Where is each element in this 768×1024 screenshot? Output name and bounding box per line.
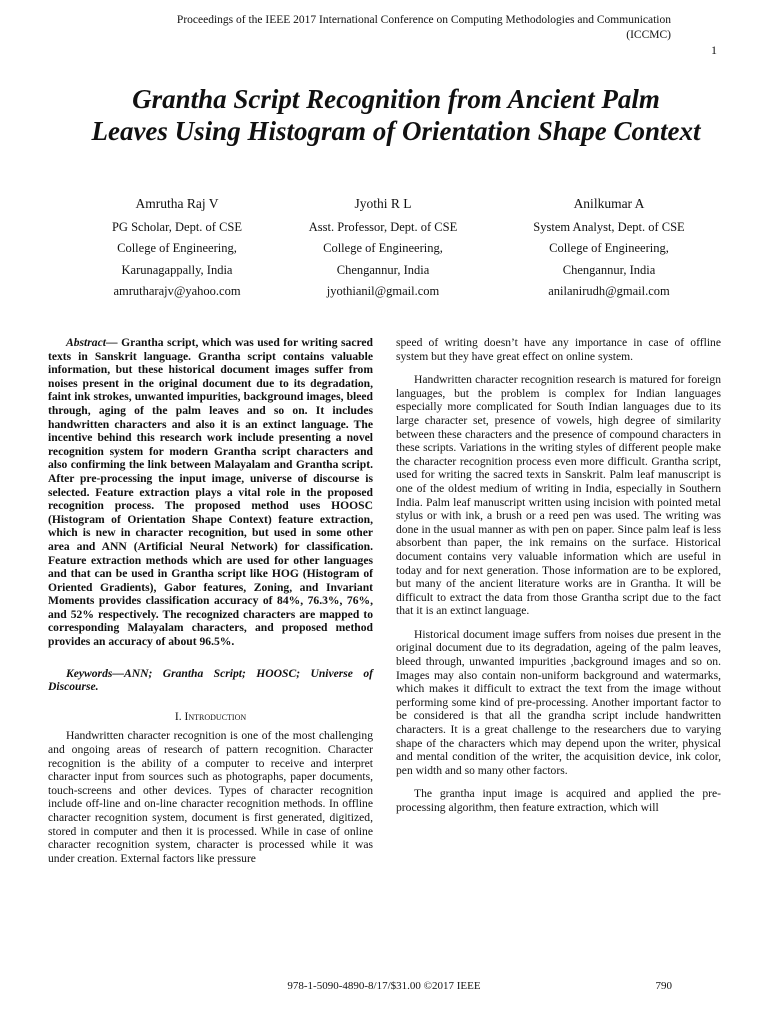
body-paragraph: Handwritten character recognition research is matured for foreign languages, but the problem is complex for Indian languages especially more complicated for South Indian languages due to its large character set, presence of vowels, high degree of similarity between these characters and the presence of compound characters in these scripts. Variations in the writing styles of different people make the character recognition process even more difficult. Grantha script, used for writing the sacred texts in Sanskrit. Palm leaf manuscript is one of the oldest medium of writing in India, especially in Southern India. Palm leaf manuscript written using incision with pointed metal stylus or with ink, a brush or a reed pen was used. The writing was done in the usual manner as with pen on paper. Since palm leaf is less absorbent than paper, the ink remains on the surface. Historical document contains very valuable information which are useful in today and for next generation. Those information are to be explored, but many of the ancient literature works are in Grantha. It will be difficult to extract the data from those Grantha script due to the fact that it is an extinct language.: [396, 373, 721, 618]
author-location: Karunagappally, India: [121, 262, 233, 277]
author-email[interactable]: anilanirudh@gmail.com: [548, 284, 670, 298]
abstract: [48, 336, 373, 649]
abstract-label: Abstract—: [66, 336, 118, 349]
author-email[interactable]: amrutharajv@yahoo.com: [113, 284, 241, 298]
author-name: Amrutha Raj V: [135, 196, 219, 211]
running-header-acronym: (ICCMC): [626, 29, 671, 41]
left-column: [48, 336, 373, 875]
section-heading-introduction: [48, 710, 373, 724]
abstract-text: Grantha script, which was used for writing sacred texts in Sanskrit language. Grantha script contains valuable information, but these historical document images suffer from noises present in the original document due to its degradation, faint ink strokes, unwanted impurities, background images, bleed through, aging of the palm leaves and so on. It includes handwritten characters and also it is an extinct language. The incentive behind this research work include presenting a novel recognition system for modern Grantha script characters and also confirming the link between Malayalam and Grantha script. After pre-processing the input image, universe of discourse is selected. Feature extraction plays a vital role in the proposed recognition process. The proposed method uses HOOSC (Histogram of Orientation Shape Context) feature extraction, which is new in character recognition, but used in some other area and ANN (Artificial Neural Network) for classification. Feature extraction methods which are used for other languages and that can be used in Grantha script like HOG (Histogram of Oriented Gradients), Gabor features, Zoning, and Invariant Moments provides classification accuracy of 84%, 76.3%, 76%, and 52% respectively. The recognized characters are mapped to corresponding Malayalam characters, and proposed method provides an accuracy of about 96.5%.: [48, 336, 373, 649]
page-number: 1: [711, 43, 717, 57]
author-block-1: [62, 193, 292, 303]
author-name: Anilkumar A: [573, 196, 645, 211]
footer-copyright: 978-1-5090-4890-8/17/$31.00 ©2017 IEEE: [287, 980, 481, 992]
author-block-3: [494, 193, 724, 303]
footer-page-number: 790: [655, 980, 672, 992]
keywords: Keywords—ANN; Grantha Script; HOOSC; Universe of Discourse.: [48, 666, 373, 694]
author-position: System Analyst, Dept. of CSE: [533, 219, 685, 234]
body-paragraph: Handwritten character recognition is one of the most challenging and ongoing areas of research of pattern recognition. Character recognition is the ability of a computer to receive and interpret character input from sources such as photographs, paper documents, touch-screens and other devices. Types of character recognition include off-line and on-line character recognition methods. In offline character recognition system, document is first generated, digitized, stored in computer and then it is processed. While in case of online character recognition system, character is processed while it was under creation. External factors like pressure: [48, 729, 373, 865]
author-location: Chengannur, India: [562, 262, 656, 277]
right-column: [396, 336, 721, 825]
running-header: Proceedings of the IEEE 2017 International Conference on Computing Methodologies and Communication: [176, 14, 671, 26]
author-name: Jyothi R L: [354, 196, 412, 211]
body-paragraph: speed of writing doesn’t have any importance in case of offline system but they have great effect on online system.: [396, 336, 721, 363]
author-position: PG Scholar, Dept. of CSE: [111, 219, 243, 234]
author-location: Chengannur, India: [336, 262, 430, 277]
body-paragraph: Historical document image suffers from noises due present in the original document due to its degradation, ageing of the palm leaves, bleed through, unwanted impurities ,background images and so on. Images may also contain non-uniform background and watermarks, which makes it difficult to extract the text from the image without performing some kind of pre-processing. Another important factor to be considered is that all the grandha script include handwritten characters. It is a great challenge to the researchers due to varying shape of the characters which may depend upon the writer, physical and mental condition of the writer, the acquisition device, ink color, pen width and so many other factors.: [396, 627, 721, 777]
paper-title-line-1: Grantha Script Recognition from Ancient Palm: [132, 84, 660, 114]
author-institution: College of Engineering,: [117, 241, 237, 255]
author-position: Asst. Professor, Dept. of CSE: [308, 219, 458, 234]
author-block-2: [268, 193, 498, 303]
author-email[interactable]: jyothianil@gmail.com: [326, 284, 440, 298]
paper-title-line-2: Leaves Using Histogram of Orientation Shape Context: [91, 116, 701, 146]
section-numeral: I.: [174, 709, 182, 723]
author-institution: College of Engineering,: [323, 241, 443, 255]
section-title: Introduction: [184, 709, 247, 723]
body-paragraph: The grantha input image is acquired and applied the pre-processing algorithm, then feature extraction, which will: [396, 787, 721, 814]
paper-title: [60, 83, 732, 147]
author-institution: College of Engineering,: [549, 241, 669, 255]
